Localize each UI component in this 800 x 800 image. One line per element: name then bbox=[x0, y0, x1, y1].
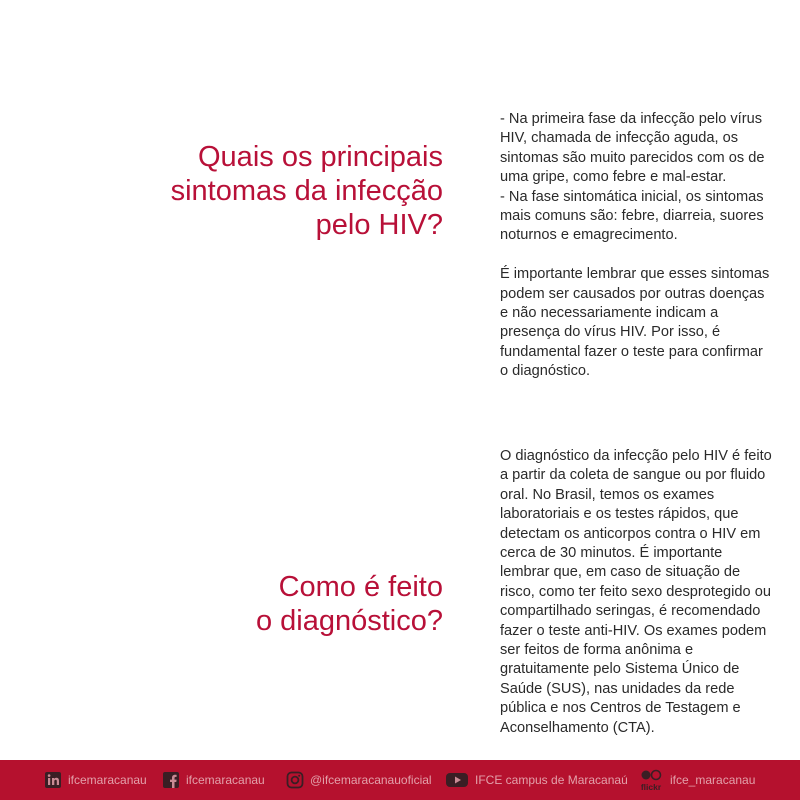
answer-line: a partir da coleta de sangue ou por fluido bbox=[500, 467, 766, 484]
answer-line: fazer o teste anti-HIV. Os exames podem bbox=[500, 622, 767, 639]
answer-line: e não necessariamente indicam a bbox=[500, 305, 719, 322]
answer-1-text bbox=[500, 110, 786, 382]
answer-line: HIV, chamada de infecção aguda, os bbox=[500, 130, 738, 147]
answer-line: ser feitos de forma anônima e bbox=[500, 642, 694, 659]
youtube-channel: IFCE campus de Maracanaú bbox=[475, 773, 628, 787]
question-1-title-line: sintomas da infecção bbox=[170, 175, 443, 207]
answer-line: laboratoriais e os testes rápidos, que bbox=[500, 506, 739, 523]
answer-line: presença do vírus HIV. Por isso, é bbox=[500, 324, 721, 341]
youtube-link[interactable] bbox=[445, 760, 628, 800]
answer-line: o diagnóstico. bbox=[500, 363, 591, 380]
answer-line: É importante lembrar que esses sintomas bbox=[500, 266, 770, 283]
facebook-icon bbox=[162, 771, 180, 789]
answer-line: sintomas são muito parecidos com os de bbox=[500, 149, 765, 166]
flickr-icon bbox=[638, 767, 664, 793]
instagram-handle: @ifcemaracanauoficial bbox=[310, 773, 432, 787]
paragraph-gap bbox=[500, 246, 786, 265]
question-2-title-line: Como é feito bbox=[278, 571, 443, 603]
answer-line: podem ser causados por outras doenças bbox=[500, 285, 765, 302]
linkedin-icon bbox=[44, 771, 62, 789]
instagram-link[interactable] bbox=[286, 760, 432, 800]
flickr-handle: ifce_maracanau bbox=[670, 773, 756, 787]
answer-line: gratuitamente pelo Sistema Único de bbox=[500, 661, 740, 678]
answer-line: noturnos e emagrecimento. bbox=[500, 227, 678, 244]
social-footer bbox=[0, 760, 800, 800]
answer-line: oral. No Brasil, temos os exames bbox=[500, 486, 715, 503]
linkedin-handle: ifcemaracanau bbox=[68, 773, 147, 787]
question-1-title-line: pelo HIV? bbox=[315, 209, 443, 241]
answer-line: detectam os anticorpos contra o HIV em bbox=[500, 525, 761, 542]
question-1-title bbox=[113, 140, 443, 242]
answer-line: compartilhado seringas, é recomendado bbox=[500, 603, 761, 620]
answer-line: Aconselhamento (CTA). bbox=[500, 719, 655, 736]
answer-line: Saúde (SUS), nas unidades da rede bbox=[500, 680, 735, 697]
answer-line: pública e nos Centros de Testagem e bbox=[500, 700, 741, 717]
answer-line: O diagnóstico da infecção pelo HIV é feito bbox=[500, 448, 772, 464]
answer-line: - Na primeira fase da infecção pelo vírus bbox=[500, 111, 762, 127]
answer-line: - Na fase sintomática inicial, os sintomas bbox=[500, 188, 764, 205]
youtube-icon bbox=[445, 771, 469, 789]
instagram-icon bbox=[286, 771, 304, 789]
facebook-link[interactable] bbox=[162, 760, 265, 800]
answer-line: cerca de 30 minutos. É importante bbox=[500, 545, 723, 562]
question-2-title-line: o diagnóstico? bbox=[255, 605, 443, 637]
answer-line: mais comuns são: febre, diarreia, suores bbox=[500, 208, 764, 225]
flickr-link[interactable] bbox=[638, 760, 755, 800]
answer-line: lembrar que, em caso de situação de bbox=[500, 564, 741, 581]
question-2-title bbox=[113, 570, 443, 638]
facebook-handle: ifcemaracanau bbox=[186, 773, 265, 787]
answer-2-text bbox=[500, 447, 786, 738]
answer-line: uma gripe, como febre e mal-estar. bbox=[500, 169, 727, 186]
linkedin-link[interactable] bbox=[44, 760, 147, 800]
answer-line: risco, como ter feito sexo desprotegido ou bbox=[500, 583, 771, 600]
question-1-title-line: Quais os principais bbox=[198, 141, 443, 173]
answer-line: fundamental fazer o teste para confirmar bbox=[500, 343, 763, 360]
svg-text:flickr: flickr bbox=[640, 782, 662, 792]
